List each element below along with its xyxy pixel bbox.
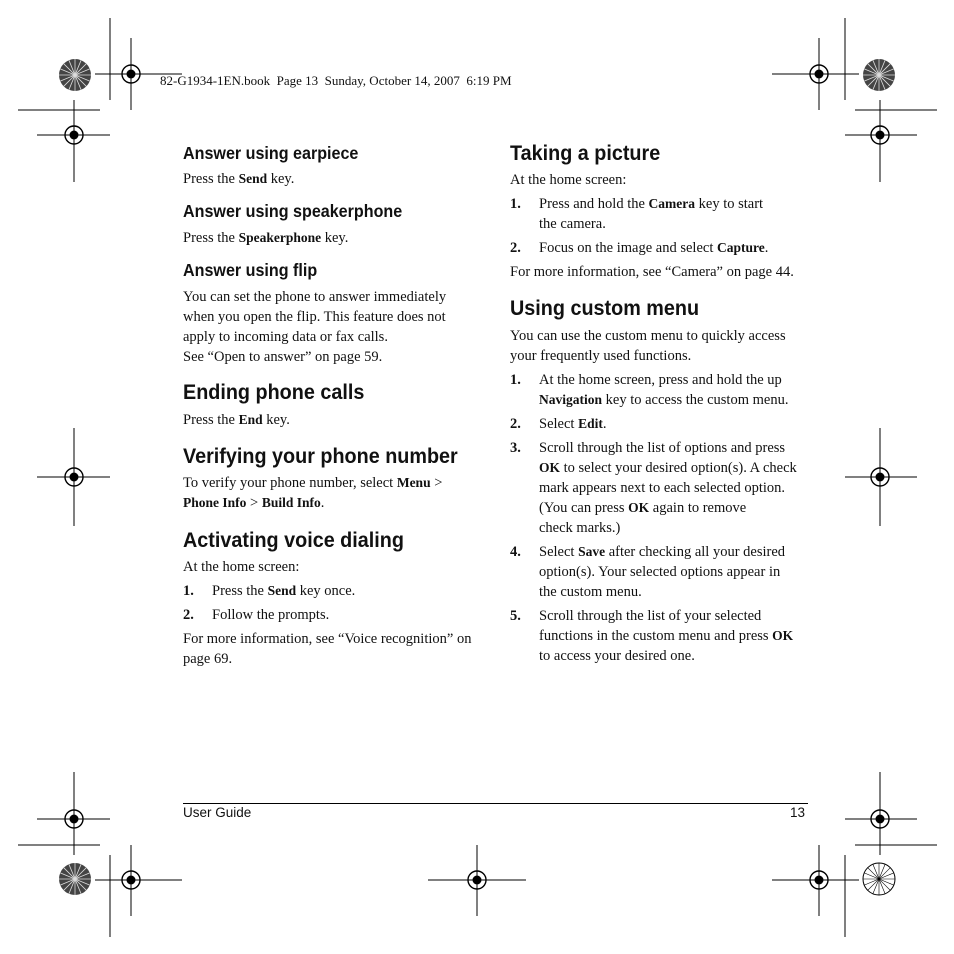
key-name: Camera	[648, 196, 696, 211]
step-number: 1.	[510, 196, 521, 212]
step	[510, 414, 810, 434]
key-name: OK	[539, 460, 561, 475]
text: key.	[262, 412, 290, 428]
line: See “Open to answer” on page 59.	[183, 349, 383, 365]
heading-custom-menu: Using custom menu	[510, 296, 700, 320]
key-name: Send	[238, 171, 268, 186]
intro: At the home screen:	[183, 559, 300, 575]
picture-section	[510, 170, 810, 282]
flip-paragraph	[183, 287, 446, 367]
heading-verify-number: Verifying your phone number	[183, 444, 458, 468]
step	[510, 542, 810, 602]
heading-voice-dialing: Activating voice dialing	[183, 528, 404, 552]
text: Follow the prompts.	[212, 607, 330, 623]
earpiece-text	[183, 169, 294, 189]
text: key to start	[695, 196, 764, 212]
step-number: 2.	[510, 240, 521, 256]
text: the custom menu.	[539, 584, 642, 600]
text: (You can press	[539, 500, 629, 516]
text: Scroll through the list of options and press	[539, 440, 786, 456]
heading-taking-picture: Taking a picture	[510, 141, 661, 165]
verify-text	[183, 473, 442, 513]
text: Press the	[183, 412, 239, 428]
text: Select	[539, 416, 579, 432]
step	[510, 606, 810, 666]
text: again to remove	[649, 500, 747, 516]
star-target-icon	[862, 862, 896, 901]
step	[510, 370, 810, 410]
step	[510, 194, 810, 234]
heading-ending-calls: Ending phone calls	[183, 380, 365, 404]
more-info: page 69.	[183, 651, 233, 667]
step	[183, 605, 493, 625]
step	[183, 581, 493, 601]
text: to select your desired option(s). A check	[560, 460, 797, 476]
key-name: OK	[628, 500, 650, 515]
text: the camera.	[539, 216, 606, 232]
menu-name: Build Info	[261, 495, 321, 510]
text: functions in the custom menu and press	[539, 628, 773, 644]
intro: At the home screen:	[510, 172, 627, 188]
text: Select	[539, 544, 579, 560]
heading-answer-earpiece: Answer using earpiece	[183, 143, 359, 163]
text: At the home screen, press and hold the up	[539, 372, 782, 388]
print-header: 82-G1934-1EN.book Page 13 Sunday, October 14, 2007 6:19 PM	[160, 73, 512, 88]
text: >	[430, 475, 443, 491]
text: .	[764, 240, 769, 256]
more-info: For more information, see “Camera” on page 44.	[510, 264, 794, 280]
line: You can set the phone to answer immediately	[183, 289, 447, 305]
key-name: Speakerphone	[238, 230, 322, 245]
heading-answer-flip: Answer using flip	[183, 260, 318, 280]
text: key to access the custom menu.	[602, 392, 789, 408]
voice-section	[183, 557, 493, 669]
page-number: 13	[790, 805, 806, 820]
line: apply to incoming data or fax calls.	[183, 329, 388, 345]
step-number: 1.	[183, 583, 194, 599]
step-number: 4.	[510, 544, 521, 560]
star-target-icon	[58, 862, 92, 901]
key-name: OK	[772, 628, 794, 643]
text: To verify your phone number, select	[183, 475, 397, 491]
text: Press the	[183, 230, 239, 246]
speakerphone-text	[183, 228, 348, 248]
text: Press the	[183, 171, 239, 187]
key-name: Send	[267, 583, 297, 598]
ending-text	[183, 410, 290, 430]
text: Focus on the image and select	[539, 240, 717, 256]
star-target-icon	[58, 58, 92, 97]
step	[510, 438, 810, 538]
text: Press the	[212, 583, 268, 599]
text: .	[602, 416, 607, 432]
key-name: End	[238, 412, 263, 427]
text: >	[246, 495, 262, 511]
text: option(s). Your selected options appear in	[539, 564, 781, 580]
step	[510, 238, 810, 258]
text: check marks.)	[539, 520, 621, 536]
text: .	[320, 495, 325, 511]
text: Scroll through the list of your selected	[539, 608, 762, 624]
step-number: 2.	[183, 607, 194, 623]
menu-name: Menu	[396, 475, 431, 490]
more-info: For more information, see “Voice recognition” on	[183, 631, 472, 647]
text: Press and hold the	[539, 196, 649, 212]
footer-label: User Guide	[183, 805, 252, 820]
menu-name: Phone Info	[183, 495, 247, 510]
text: mark appears next to each selected option.	[539, 480, 785, 496]
line: when you open the flip. This feature does not	[183, 309, 446, 325]
step-number: 1.	[510, 372, 521, 388]
step-number: 5.	[510, 608, 521, 624]
footer-rule	[183, 803, 808, 804]
text: after checking all your desired	[605, 544, 786, 560]
text: key once.	[296, 583, 356, 599]
key-name: Capture	[716, 240, 765, 255]
intro: You can use the custom menu to quickly access	[510, 328, 786, 344]
custom-section	[510, 326, 810, 666]
key-name: Save	[578, 544, 606, 559]
key-name: Edit	[578, 416, 603, 431]
star-target-icon	[862, 58, 896, 97]
intro: your frequently used functions.	[510, 348, 692, 364]
text: key.	[321, 230, 349, 246]
text: key.	[267, 171, 295, 187]
heading-answer-speakerphone: Answer using speakerphone	[183, 201, 403, 221]
step-number: 3.	[510, 440, 521, 456]
text: to access your desired one.	[539, 648, 695, 664]
step-number: 2.	[510, 416, 521, 432]
key-name: Navigation	[539, 392, 603, 407]
